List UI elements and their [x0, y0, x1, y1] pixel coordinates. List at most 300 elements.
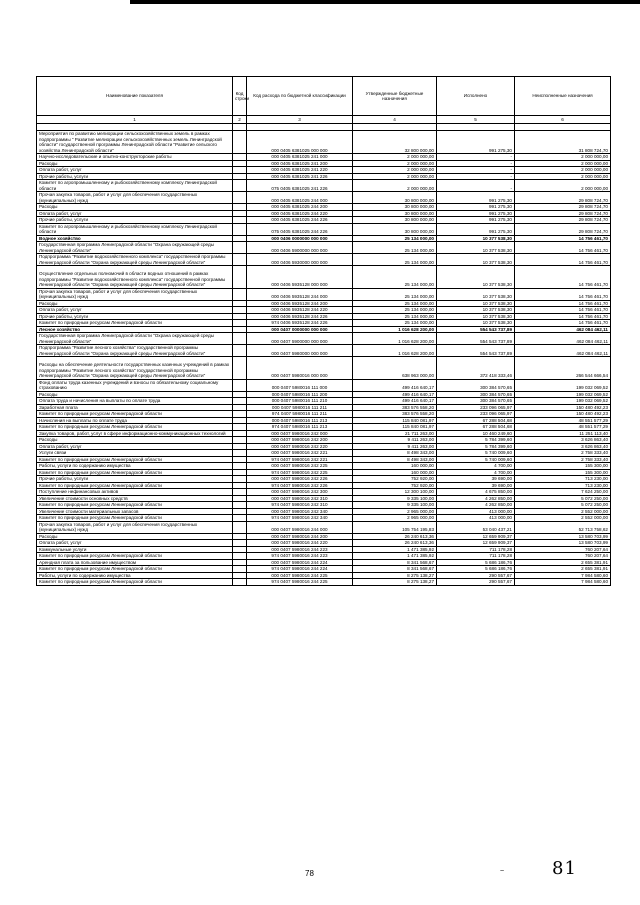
cell-executed: 39 690,00	[437, 482, 515, 489]
cell-executed: -	[437, 180, 515, 192]
cell-approved: 25 134 000,00	[353, 307, 437, 314]
cell-indicator-name: Закупка товаров, работ, услуг в сфере информационно-коммуникационных технологий	[37, 430, 233, 437]
cell-budget-code: 000 0405 6381025 000 000	[247, 131, 353, 154]
cell-executed: 5 686 186,76	[437, 566, 515, 573]
table-row	[37, 192, 611, 204]
cell-executed: 10 377 538,30	[437, 266, 515, 289]
header-indicator-name: Наименование показателя	[37, 77, 233, 116]
cell-indicator-name: Комитет по природным ресурсам Ленинградской области	[37, 482, 233, 489]
cell-remaining: 14 756 461,70	[515, 254, 611, 266]
cell-executed: -	[437, 173, 515, 180]
cell-remaining: 14 756 461,70	[515, 307, 611, 314]
column-number: 3	[247, 116, 353, 124]
table-row	[37, 579, 611, 586]
cell-remaining: 5 072 250,00	[515, 502, 611, 509]
cell-indicator-name: Мероприятия по развитию мелиорации сельскохозяйственных земель в рамках подпрограммы " Развитие мелиорации сельскохозяйственных земель Ленинградской области" государственной программы Ленинградской области "Развитие сельского хозяйства Ленинградской области"	[37, 131, 233, 154]
cell-remaining: 713 230,00	[515, 482, 611, 489]
table-row	[37, 333, 611, 345]
cell-budget-code: 000 0406 0000000 000 000	[247, 235, 353, 242]
cell-indicator-name: Государственная программа Ленинградской области "Охрана окружающей среды Ленинградской области"	[37, 242, 233, 254]
cell-remaining: 14 756 461,70	[515, 313, 611, 320]
cell-remaining: 713 230,00	[515, 476, 611, 483]
cell-budget-code: 974 0407 5980016 244 223	[247, 553, 353, 560]
cell-executed: 554 543 737,89	[437, 345, 515, 357]
cell-indicator-name: Комитет по природным ресурсам Ленинградской области	[37, 411, 233, 418]
cell-approved: 2 000 000,00	[353, 173, 437, 180]
cell-budget-code: 974 0406 5935128 244 226	[247, 320, 353, 327]
cell-remaining: 2 000 000,00	[515, 167, 611, 174]
cell-indicator-name: Подпрограмма "Развитие водохозяйственного комплекса" государственной программы Ленинградской области "Охрана окружающей среды Ленинградской области"	[37, 254, 233, 266]
cell-approved: 1 016 628 200,00	[353, 326, 437, 333]
cell-indicator-name: Комитет по природным ресурсам Ленинградской области	[37, 456, 233, 463]
cell-remaining: 7 984 580,60	[515, 572, 611, 579]
cell-executed: 5 784 399,60	[437, 443, 515, 450]
cell-approved: 9 411 263,00	[353, 437, 437, 444]
handwritten-mark: ~	[500, 868, 505, 875]
cell-approved: 105 754 195,83	[353, 521, 437, 533]
column-number-row	[37, 116, 611, 124]
cell-remaining: 760 207,64	[515, 553, 611, 560]
cell-remaining: 2 655 381,91	[515, 566, 611, 573]
cell-approved: 115 840 081,97	[353, 417, 437, 424]
cell-approved: 8 275 138,27	[353, 579, 437, 586]
cell-approved: 1 016 628 200,00	[353, 345, 437, 357]
cell-remaining: 199 032 069,52	[515, 379, 611, 391]
page-number: 78	[305, 869, 314, 878]
cell-approved: 2 000 000,00	[353, 167, 437, 174]
cell-indicator-name: Услуги связи	[37, 450, 233, 457]
cell-indicator-name: Увеличение стоимости материальных запасов	[37, 508, 233, 515]
cell-executed: 4 700,00	[437, 463, 515, 470]
column-number: 1	[37, 116, 233, 124]
cell-approved: 160 000,00	[353, 463, 437, 470]
cell-indicator-name: Работы, услуги по содержанию имущества	[37, 463, 233, 470]
table-body	[37, 131, 611, 586]
cell-executed: 300 384 570,65	[437, 379, 515, 391]
cell-approved: 499 416 640,17	[353, 398, 437, 405]
cell-indicator-name: Водное хозяйство	[37, 235, 233, 242]
cell-executed: 10 377 538,30	[437, 242, 515, 254]
cell-indicator-name: Комитет по природным ресурсам Ленинградской области	[37, 566, 233, 573]
header-line-code: Код строки	[233, 77, 247, 116]
cell-executed: 290 557,67	[437, 572, 515, 579]
cell-indicator-name: Государственная программа Ленинградской области "Охрана окружающей среды Ленинградской области"	[37, 333, 233, 345]
cell-budget-code: 000 0406 5935128 244 220	[247, 307, 353, 314]
cell-remaining: 2 552 000,00	[515, 515, 611, 522]
cell-executed: 554 543 737,89	[437, 326, 515, 333]
cell-indicator-name: Расходы	[37, 204, 233, 211]
cell-approved: 30 800 000,00	[353, 204, 437, 211]
cell-remaining: 462 084 462,11	[515, 345, 611, 357]
cell-executed: 67 288 504,68	[437, 424, 515, 431]
cell-budget-code: 000 0406 5935128 244 200	[247, 300, 353, 307]
cell-remaining: 11 251 113,40	[515, 430, 611, 437]
cell-budget-code: 075 0405 6381025 244 226	[247, 223, 353, 235]
cell-executed: 10 460 249,60	[437, 430, 515, 437]
cell-budget-code: 974 0407 5980016 242 340	[247, 515, 353, 522]
cell-indicator-name: Комитет по природным ресурсам Ленинградской области	[37, 553, 233, 560]
cell-budget-code: 000 0407 5980016 244 225	[247, 572, 353, 579]
cell-approved: 9 335 100,00	[353, 495, 437, 502]
cell-line-code	[233, 333, 247, 345]
cell-remaining: 2 000 000,00	[515, 173, 611, 180]
cell-line-code	[233, 266, 247, 289]
cell-remaining: 29 808 724,70	[515, 210, 611, 217]
cell-approved: 21 711 263,00	[353, 430, 437, 437]
cell-executed: 372 418 333,46	[437, 357, 515, 380]
cell-indicator-name: Арендная плата за пользование имуществом	[37, 559, 233, 566]
cell-executed: 991 275,30	[437, 204, 515, 211]
cell-indicator-name: Лесное хозяйство	[37, 326, 233, 333]
cell-indicator-name: Оплата работ, услуг	[37, 540, 233, 547]
cell-budget-code: 000 0406 5935128 244 000	[247, 288, 353, 300]
cell-executed: -	[437, 167, 515, 174]
header-executed: Исполнено	[437, 77, 515, 116]
cell-budget-code: 974 0407 5980016 111 211	[247, 411, 353, 418]
cell-indicator-name: Подпрограмма "Развитие лесного хозяйства" государственной программы Ленинградской области "Охрана окружающей среды Ленинградской области"	[37, 345, 233, 357]
cell-indicator-name: Прочие работы, услуги	[37, 173, 233, 180]
cell-executed: 300 384 570,65	[437, 398, 515, 405]
cell-approved: 499 416 640,17	[353, 391, 437, 398]
cell-executed: 39 690,00	[437, 476, 515, 483]
cell-executed: -	[437, 160, 515, 167]
cell-approved: 1 471 385,92	[353, 546, 437, 553]
cell-executed: 10 377 538,30	[437, 313, 515, 320]
cell-indicator-name: Комитет по природным ресурсам Ленинградской области	[37, 469, 233, 476]
cell-indicator-name: Комитет по агропромышленному и рыбохозяйственному комплексу Ленинградской области	[37, 223, 233, 235]
cell-approved: 638 963 000,00	[353, 357, 437, 380]
cell-remaining: 2 758 333,40	[515, 450, 611, 457]
cell-budget-code: 000 0407 5980016 244 220	[247, 540, 353, 547]
cell-indicator-name: Научно-исследовательские и опытно-конструкторские работы	[37, 154, 233, 161]
cell-indicator-name: Заработная плата	[37, 404, 233, 411]
cell-executed: 991 275,30	[437, 131, 515, 154]
cell-approved: 1 016 628 200,00	[353, 333, 437, 345]
cell-remaining: 52 713 758,62	[515, 521, 611, 533]
cell-budget-code: 000 0407 5980016 242 200	[247, 437, 353, 444]
cell-budget-code: 000 0407 5980016 111 211	[247, 404, 353, 411]
cell-budget-code: 000 0406 5935128 000 000	[247, 266, 353, 289]
budget-table	[36, 76, 611, 586]
cell-executed: 53 040 437,21	[437, 521, 515, 533]
cell-indicator-name: Коммунальные услуги	[37, 546, 233, 553]
cell-budget-code: 974 0407 5980016 111 213	[247, 424, 353, 431]
cell-remaining: 2 655 381,91	[515, 559, 611, 566]
cell-indicator-name: Прочая закупка товаров, работ и услуг для обеспечения государственных (муниципальных) нужд	[37, 192, 233, 204]
cell-approved: 25 134 000,00	[353, 235, 437, 242]
cell-remaining: 760 207,64	[515, 546, 611, 553]
cell-approved: 8 341 568,67	[353, 559, 437, 566]
cell-budget-code: 000 0407 5980016 242 220	[247, 443, 353, 450]
cell-approved: 8 498 343,00	[353, 456, 437, 463]
cell-approved: 8 498 343,00	[353, 450, 437, 457]
cell-executed: 5 740 009,60	[437, 450, 515, 457]
cell-remaining: 13 580 703,99	[515, 540, 611, 547]
cell-indicator-name: Оплата работ, услуг	[37, 210, 233, 217]
table-row	[37, 131, 611, 154]
cell-executed: 413 000,00	[437, 508, 515, 515]
cell-remaining: 2 000 000,00	[515, 154, 611, 161]
cell-line-code	[233, 254, 247, 266]
cell-executed: 10 377 538,30	[437, 320, 515, 327]
cell-budget-code: 000 0407 5980016 244 223	[247, 546, 353, 553]
cell-approved: 25 134 000,00	[353, 300, 437, 307]
cell-remaining: 29 808 724,70	[515, 192, 611, 204]
cell-remaining: 14 756 461,70	[515, 300, 611, 307]
cell-remaining: 29 808 724,70	[515, 217, 611, 224]
cell-budget-code: 000 0407 5980016 242 340	[247, 508, 353, 515]
cell-indicator-name: Расходы	[37, 533, 233, 540]
cell-budget-code: 974 0407 5980016 244 224	[247, 566, 353, 573]
cell-indicator-name: Поступление нефинансовых активов	[37, 489, 233, 496]
cell-indicator-name: Прочая закупка товаров, работ и услуг для обеспечения государственных (муниципальных) нужд	[37, 288, 233, 300]
header-budget-code: Код расхода по бюджетной классификации	[247, 77, 353, 116]
cell-indicator-name: Оплата работ, услуг	[37, 307, 233, 314]
cell-budget-code: 000 0405 6381025 241 000	[247, 154, 353, 161]
cell-line-code	[233, 242, 247, 254]
cell-remaining: 2 758 333,40	[515, 456, 611, 463]
cell-executed: 5 740 009,60	[437, 456, 515, 463]
cell-approved: 499 416 640,17	[353, 379, 437, 391]
cell-approved: 32 800 000,00	[353, 131, 437, 154]
table-row	[37, 345, 611, 357]
cell-budget-code: 000 0407 5980016 242 226	[247, 476, 353, 483]
cell-executed: 10 377 538,30	[437, 307, 515, 314]
table-row	[37, 223, 611, 235]
cell-executed: 290 557,67	[437, 579, 515, 586]
cell-indicator-name: Оплата труда и начисления на выплаты по оплате труда	[37, 398, 233, 405]
cell-executed: 554 543 737,89	[437, 333, 515, 345]
cell-remaining: 2 000 000,00	[515, 180, 611, 192]
cell-budget-code: 974 0407 5980016 242 225	[247, 469, 353, 476]
cell-approved: 25 134 000,00	[353, 313, 437, 320]
cell-budget-code: 000 0405 6381025 241 226	[247, 173, 353, 180]
cell-executed: 300 384 570,65	[437, 391, 515, 398]
cell-indicator-name: Прочие работы, услуги	[37, 217, 233, 224]
cell-indicator-name: Фонд оплаты труда казенных учреждений и взносы по обязательному социальному страхованию	[37, 379, 233, 391]
cell-remaining: 266 544 666,54	[515, 357, 611, 380]
cell-remaining: 3 626 863,40	[515, 437, 611, 444]
cell-approved: 8 275 138,27	[353, 572, 437, 579]
cell-approved: 8 341 568,67	[353, 566, 437, 573]
cell-approved: 2 000 000,00	[353, 160, 437, 167]
cell-budget-code: 000 0406 5930000 000 000	[247, 254, 353, 266]
cell-approved: 30 800 000,00	[353, 192, 437, 204]
top-border-bar	[130, 0, 640, 4]
cell-remaining: 150 480 492,23	[515, 411, 611, 418]
cell-budget-code: 000 0407 5980016 111 210	[247, 398, 353, 405]
cell-approved: 383 576 558,20	[353, 411, 437, 418]
cell-remaining: 14 756 461,70	[515, 242, 611, 254]
cell-indicator-name: Начисления на выплаты по оплате труда	[37, 417, 233, 424]
cell-line-code	[233, 288, 247, 300]
cell-budget-code: 000 0405 6381025 241 220	[247, 167, 353, 174]
cell-approved: 2 965 000,00	[353, 515, 437, 522]
cell-budget-code: 000 0407 5980016 242 221	[247, 450, 353, 457]
cell-executed: 413 000,00	[437, 515, 515, 522]
cell-line-code	[233, 579, 247, 586]
cell-executed: 10 377 538,30	[437, 300, 515, 307]
cell-executed: 711 178,28	[437, 546, 515, 553]
table-row	[37, 266, 611, 289]
cell-approved: 383 576 558,20	[353, 404, 437, 411]
cell-indicator-name: Оплата работ, услуг	[37, 167, 233, 174]
cell-budget-code: 075 0405 6381025 241 226	[247, 180, 353, 192]
cell-remaining: 3 626 863,40	[515, 443, 611, 450]
cell-approved: 25 134 000,00	[353, 254, 437, 266]
cell-executed: 10 377 538,30	[437, 254, 515, 266]
cell-approved: 30 800 000,00	[353, 217, 437, 224]
cell-indicator-name: Комитет по природным ресурсам Ленинградской области	[37, 424, 233, 431]
cell-approved: 26 240 613,36	[353, 540, 437, 547]
cell-remaining: 13 580 703,99	[515, 533, 611, 540]
page-stamp: 81	[552, 858, 577, 879]
cell-executed: 4 262 850,00	[437, 502, 515, 509]
cell-budget-code: 000 0405 6381025 244 220	[247, 210, 353, 217]
cell-executed: 4 262 850,00	[437, 495, 515, 502]
header-remaining: Неисполненные назначения	[515, 77, 611, 116]
column-number: 6	[515, 116, 611, 124]
cell-executed: 10 377 538,30	[437, 288, 515, 300]
cell-line-code	[233, 192, 247, 204]
cell-approved: 25 134 000,00	[353, 266, 437, 289]
table-row	[37, 521, 611, 533]
cell-indicator-name: Расходы	[37, 437, 233, 444]
cell-remaining: 48 551 577,29	[515, 424, 611, 431]
cell-indicator-name: Прочие работы, услуги	[37, 313, 233, 320]
cell-approved: 752 920,00	[353, 482, 437, 489]
cell-executed: 12 659 909,37	[437, 533, 515, 540]
cell-executed: 711 178,28	[437, 553, 515, 560]
cell-remaining: 31 808 724,70	[515, 131, 611, 154]
cell-approved: 2 000 000,00	[353, 180, 437, 192]
cell-executed: -	[437, 154, 515, 161]
cell-budget-code: 000 0407 5980016 111 200	[247, 391, 353, 398]
header-row	[37, 77, 611, 116]
cell-line-code	[233, 180, 247, 192]
table-row	[37, 180, 611, 192]
cell-remaining: 150 480 492,23	[515, 404, 611, 411]
cell-approved: 752 920,00	[353, 476, 437, 483]
cell-budget-code: 974 0407 5980016 242 226	[247, 482, 353, 489]
cell-line-code	[233, 223, 247, 235]
table-row	[37, 379, 611, 391]
cell-executed: 4 700,00	[437, 469, 515, 476]
table-row	[37, 242, 611, 254]
cell-indicator-name: Комитет по природным ресурсам Ленинградской области	[37, 320, 233, 327]
cell-remaining: 155 300,00	[515, 469, 611, 476]
cell-budget-code: 000 0407 5980016 242 310	[247, 495, 353, 502]
cell-indicator-name: Комитет по природным ресурсам Ленинградской области	[37, 515, 233, 522]
table-row	[37, 288, 611, 300]
cell-approved: 1 471 385,92	[353, 553, 437, 560]
cell-indicator-name: Прочие работы, услуги	[37, 476, 233, 483]
cell-remaining: 2 552 000,00	[515, 508, 611, 515]
cell-budget-code: 000 0407 5980016 244 200	[247, 533, 353, 540]
cell-remaining: 14 756 461,70	[515, 235, 611, 242]
cell-executed: 991 275,30	[437, 217, 515, 224]
cell-remaining: 199 032 069,52	[515, 391, 611, 398]
cell-budget-code: 000 0407 5900000 000 000	[247, 333, 353, 345]
cell-approved: 25 134 000,00	[353, 242, 437, 254]
cell-budget-code: 000 0407 5980016 242 300	[247, 489, 353, 496]
cell-executed: 4 675 850,00	[437, 489, 515, 496]
cell-executed: 991 275,30	[437, 210, 515, 217]
cell-budget-code: 000 0406 5900000 000 000	[247, 242, 353, 254]
cell-budget-code: 000 0407 5980016 242 225	[247, 463, 353, 470]
cell-executed: 233 096 065,97	[437, 411, 515, 418]
cell-budget-code: 974 0407 5980016 242 310	[247, 502, 353, 509]
cell-budget-code: 000 0406 5935128 244 226	[247, 313, 353, 320]
cell-remaining: 462 084 462,11	[515, 326, 611, 333]
table-row	[37, 254, 611, 266]
cell-executed: 12 659 909,37	[437, 540, 515, 547]
cell-budget-code: 000 0407 0000000 000 000	[247, 326, 353, 333]
cell-executed: 5 784 399,60	[437, 437, 515, 444]
cell-budget-code: 000 0405 6381025 244 226	[247, 217, 353, 224]
cell-approved: 9 335 100,00	[353, 502, 437, 509]
cell-line-code	[233, 131, 247, 154]
cell-executed: 67 288 504,68	[437, 417, 515, 424]
cell-remaining: 29 808 724,70	[515, 204, 611, 211]
header-approved: Утвержденные бюджетные назначения	[353, 77, 437, 116]
cell-approved: 12 300 100,00	[353, 489, 437, 496]
cell-remaining: 7 624 250,00	[515, 489, 611, 496]
cell-executed: 991 275,30	[437, 223, 515, 235]
cell-budget-code: 974 0407 5980016 242 221	[247, 456, 353, 463]
cell-approved: 2 000 000,00	[353, 154, 437, 161]
cell-budget-code: 000 0407 5980016 111 213	[247, 417, 353, 424]
cell-indicator-name: Расходы	[37, 160, 233, 167]
cell-indicator-name: Прочая закупка товаров, работ и услуг для обеспечения государственных (муниципальных) нужд	[37, 521, 233, 533]
cell-budget-code: 000 0407 5980016 000 000	[247, 357, 353, 380]
cell-indicator-name: Работы, услуги по содержанию имущества	[37, 572, 233, 579]
budget-report-sheet	[36, 76, 610, 586]
cell-remaining: 29 808 724,70	[515, 223, 611, 235]
cell-approved: 26 240 613,36	[353, 533, 437, 540]
cell-budget-code: 000 0407 5980016 242 000	[247, 430, 353, 437]
column-number: 4	[353, 116, 437, 124]
cell-indicator-name: Комитет по природным ресурсам Ленинградской области	[37, 579, 233, 586]
cell-indicator-name: Комитет по агропромышленному и рыбохозяйственному комплексу Ленинградской области	[37, 180, 233, 192]
cell-remaining: 2 000 000,00	[515, 160, 611, 167]
cell-budget-code: 000 0407 5980016 244 224	[247, 559, 353, 566]
cell-approved: 30 800 000,00	[353, 210, 437, 217]
cell-remaining: 14 756 461,70	[515, 288, 611, 300]
column-number: 5	[437, 116, 515, 124]
cell-remaining: 14 756 461,70	[515, 320, 611, 327]
cell-executed: 5 686 186,76	[437, 559, 515, 566]
cell-approved: 25 134 000,00	[353, 288, 437, 300]
cell-approved: 2 965 000,00	[353, 508, 437, 515]
cell-remaining: 462 084 462,11	[515, 333, 611, 345]
cell-remaining: 155 300,00	[515, 463, 611, 470]
cell-line-code	[233, 345, 247, 357]
cell-line-code	[233, 357, 247, 380]
cell-line-code	[233, 379, 247, 391]
cell-budget-code: 000 0405 6381025 241 200	[247, 160, 353, 167]
cell-budget-code: 000 0405 6381025 244 200	[247, 204, 353, 211]
cell-remaining: 199 032 069,52	[515, 398, 611, 405]
cell-indicator-name: Осуществление отдельных полномочий в области водных отношений в рамках подпрограммы "Развитие водохозяйственного комплекса" государственной программы Ленинградской области "Охрана окружающей среды Ленинградской области"	[37, 266, 233, 289]
cell-executed: 10 377 538,30	[437, 235, 515, 242]
cell-indicator-name: Расходы на обеспечение деятельности государственных казенных учреждений в рамках подпрограммы "Развитие лесного хозяйства" государственной программы Ленинградской области "Охрана окружающей среды Ленинградской области"	[37, 357, 233, 380]
cell-indicator-name: Увеличение стоимости основных средств	[37, 495, 233, 502]
cell-approved: 115 840 081,97	[353, 424, 437, 431]
cell-approved: 30 800 000,00	[353, 223, 437, 235]
cell-indicator-name: Оплата работ, услуг	[37, 443, 233, 450]
cell-approved: 25 134 000,00	[353, 320, 437, 327]
